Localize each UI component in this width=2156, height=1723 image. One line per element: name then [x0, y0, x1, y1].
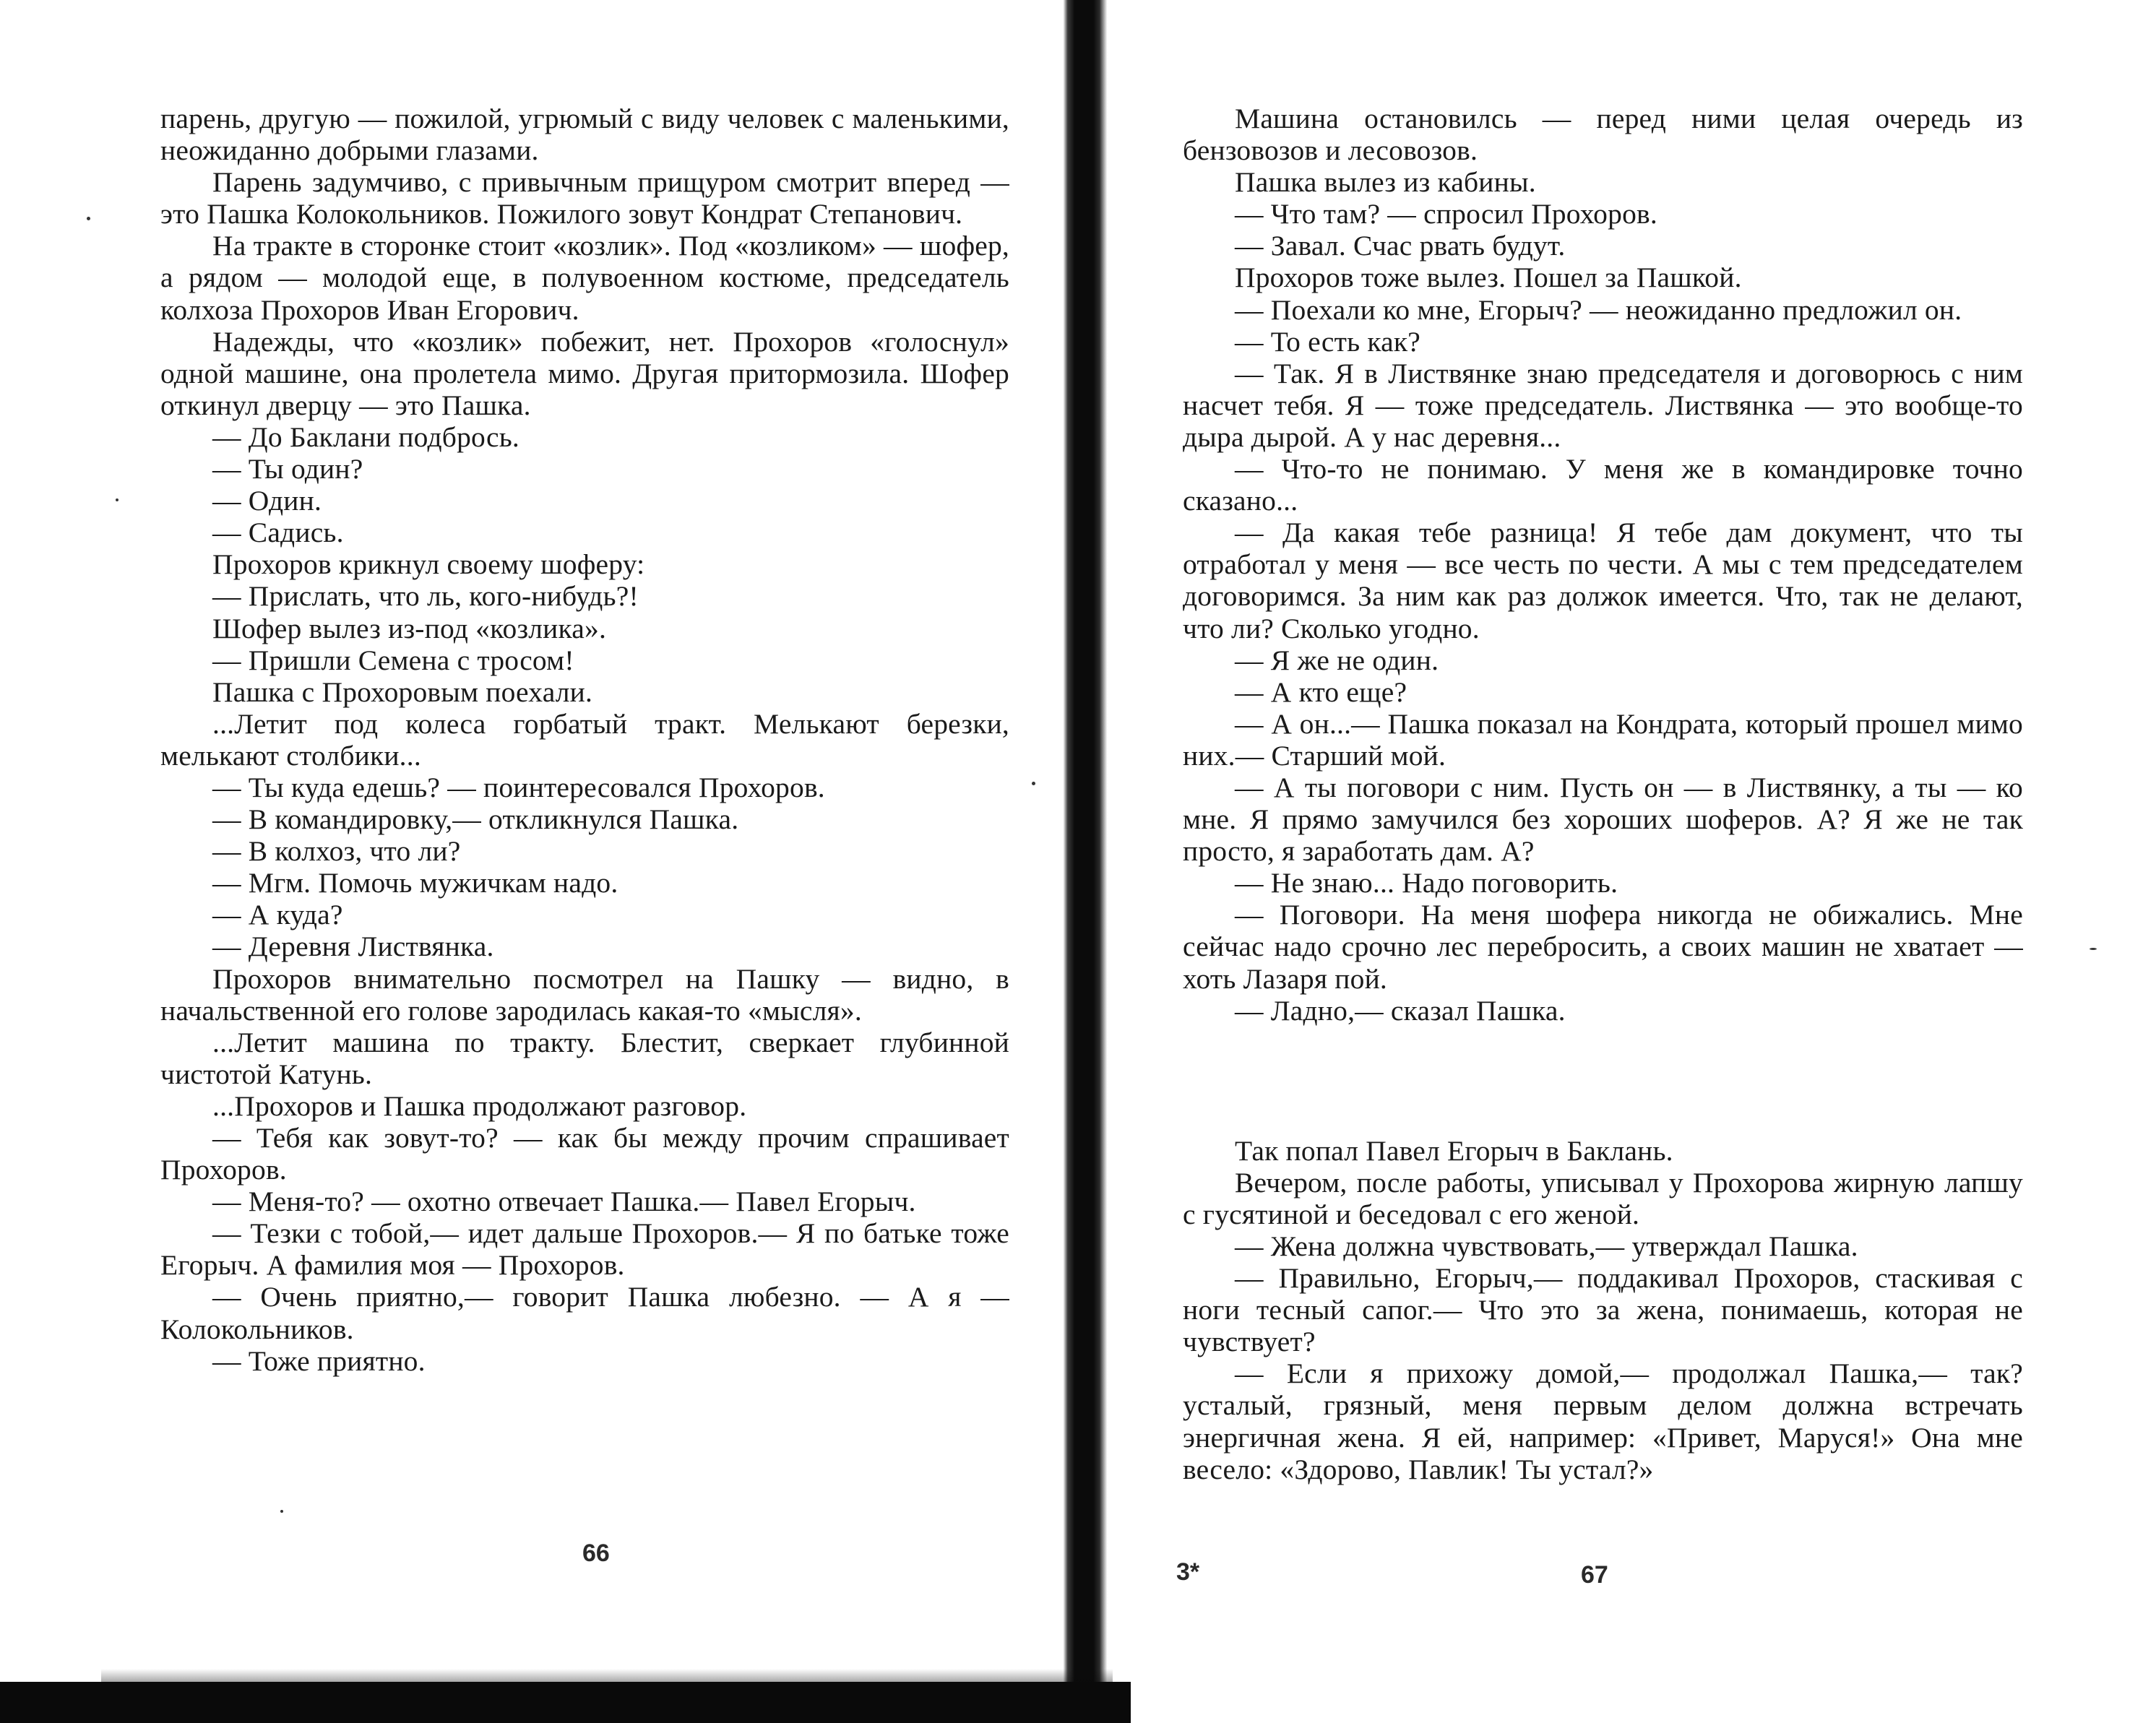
scan-speck [280, 1510, 283, 1513]
signature-mark: 3* [1176, 1558, 1200, 1586]
scan-speck [2090, 948, 2097, 950]
dialogue-line: — Да какая тебе разница! Я тебе дам документ, что ты отработал у меня — все честь по чести. А мы с тем председателем договоримся. За ним как раз должок имеется. Что, так не делают, что ли? Сколько угодно. [1183, 517, 2023, 644]
dialogue-line: — Один. [212, 485, 322, 517]
dialogue-line: — Поехали ко мне, Егорыч? — неожиданно предложил он. [1235, 293, 1962, 326]
dialogue-line: — Так. Я в Листвянке знаю председателя и договорюсь с ним насчет тебя. Я — тоже председатель. Листвянка — это вообще-то дыра дырой. А у нас деревня... [1183, 357, 2023, 453]
dialogue-line: — Поговори. На меня шофера никогда не обижались. Мне сейчас надо срочно лес перебросить, а своих машин не хватает — хоть Лазаря пой. [1183, 899, 2023, 995]
dialogue-line: — Завал. Счас рвать будут. [1235, 230, 1566, 262]
paragraph: Парень задумчиво, с привычным прищуром смотрит вперед — это Пашка Колокольников. Пожилого зовут Кондрат Степанович. [160, 166, 1009, 230]
dialogue-line: — Очень приятно,— говорит Пашка любезно. — А я — Колокольников. [160, 1281, 1009, 1345]
dialogue-line: — А куда? [212, 899, 343, 931]
paragraph: Так попал Павел Егорыч в Баклань. [1235, 1134, 1673, 1167]
dialogue-line: — Садись. [212, 517, 344, 549]
paragraph: ...Летит под колеса горбатый тракт. Мелькают березки, мелькают столбики... [160, 707, 1009, 772]
paragraph: ...Летит машина по тракту. Блестит, сверкает глубинной чистотой Катунь. [160, 1026, 1009, 1090]
dialogue-line: — Не знаю... Надо поговорить. [1235, 867, 1618, 899]
dialogue-line: — А кто еще? [1235, 675, 1407, 708]
paragraph: Вечером, после работы, уписывал у Прохорова жирную лапшу с гусятиной и беседовал с его женой. [1183, 1166, 2023, 1230]
dialogue-line: — Жена должна чувствовать,— утверждал Пашка. [1235, 1230, 1858, 1262]
paragraph: На тракте в сторонке стоит «козлик». Под «козликом» — шофер, а рядом — молодой еще, в полувоенном костюме, председатель колхоза Прохоров Иван Егорович. [160, 230, 1009, 326]
paragraph: Надежды, что «козлик» побежит, нет. Прохоров «голоснул» одной машине, она пролетела мимо. Другая притормозила. Шофер откинул дверцу — это Пашка. [160, 325, 1009, 421]
dialogue-line: — В командировку,— откликнулся Пашка. [212, 803, 739, 836]
dialogue-line: — То есть как? [1235, 325, 1421, 358]
paragraph: Прохоров крикнул своему шоферу: [212, 548, 645, 581]
paragraph: Прохоров тоже вылез. Пошел за Пашкой. [1235, 262, 1742, 294]
dialogue-line: — Меня-то? — охотно отвечает Пашка.— Павел Егорыч. [212, 1186, 916, 1218]
book-gutter-shadow [1040, 0, 1116, 1723]
dialogue-line: — Тебя как зовут-то? — как бы между прочим спрашивает Прохоров. [160, 1122, 1009, 1186]
dialogue-line: — Деревня Листвянка. [212, 930, 494, 963]
scan-bottom-edge [0, 1682, 1131, 1723]
dialogue-line: — Ты куда едешь? — поинтересовался Прохоров. [212, 771, 825, 803]
dialogue-line: — В колхоз, что ли? [212, 835, 461, 868]
dialogue-line: — Ты один? [212, 453, 363, 485]
dialogue-line: — Тезки с тобой,— идет дальше Прохоров.— Я по батьке тоже Егорыч. А фамилия моя — Прохоров. [160, 1217, 1009, 1282]
dialogue-line: — До Баклани подбрось. [212, 420, 519, 453]
dialogue-line: — А ты поговори с ним. Пусть он — в Листвянку, а ты — ко мне. Я прямо замучился без хороших шоферов. А? Я же не так просто, я заработать дам. А? [1183, 771, 2023, 868]
dialogue-line: — Я же не один. [1235, 644, 1439, 676]
paragraph: парень, другую — пожилой, угрюмый с виду человек с маленькими, неожиданно добрыми глазами. [160, 103, 1009, 167]
dialogue-line: — Ладно,— сказал Пашка. [1235, 994, 1566, 1027]
section-break [1183, 1027, 2023, 1135]
paragraph: Машина остановилсь — перед ними целая очередь из бензовозов и лесовозов. [1183, 103, 2023, 167]
paragraph: Пашка с Прохоровым поехали. [212, 675, 593, 708]
dialogue-line: — А он...— Пашка показал на Кондрата, который прошел мимо них.— Старший мой. [1183, 707, 2023, 772]
left-page [160, 103, 1009, 1377]
dialogue-line: — Тоже приятно. [212, 1344, 426, 1377]
dialogue-line: — Что-то не понимаю. У меня же в командировке точно сказано... [1183, 453, 2023, 517]
paragraph: Шофер вылез из-под «козлика». [212, 612, 607, 644]
paragraph: ...Прохоров и Пашка продолжают разговор. [212, 1089, 747, 1122]
dialogue-line: — Если я прихожу домой,— продолжал Пашка,— так? усталый, грязный, меня первым делом должна встречать энергичная жена. Я ей, например: «Привет, Маруся!» Она мне весело: «Здорово, Павлик! Ты устал?» [1183, 1357, 2023, 1485]
scan-speck [87, 217, 90, 220]
paragraph: Прохоров внимательно посмотрел на Пашку — видно, в начальственной его голове зародилась какая-то «мысля». [160, 962, 1009, 1027]
page-number-right: 67 [1581, 1561, 1608, 1589]
scan-speck [116, 498, 118, 501]
dialogue-line: — Прислать, что ль, кого-нибудь?! [212, 580, 639, 613]
paragraph: Пашка вылез из кабины. [1235, 166, 1536, 199]
right-page [1183, 103, 2023, 1485]
dialogue-line: — Что там? — спросил Прохоров. [1235, 198, 1657, 230]
scan-edge-fade [101, 1669, 1113, 1682]
dialogue-line: — Мгм. Помочь мужичкам надо. [212, 867, 618, 899]
page-number-left: 66 [582, 1540, 610, 1567]
scan-speck [1032, 782, 1035, 785]
dialogue-line: — Правильно, Егорыч,— поддакивал Прохоров, стаскивая с ноги тесный сапог.— Что это за жена, понимаешь, которая не чувствует? [1183, 1262, 2023, 1358]
dialogue-line: — Пришли Семена с тросом! [212, 644, 574, 676]
